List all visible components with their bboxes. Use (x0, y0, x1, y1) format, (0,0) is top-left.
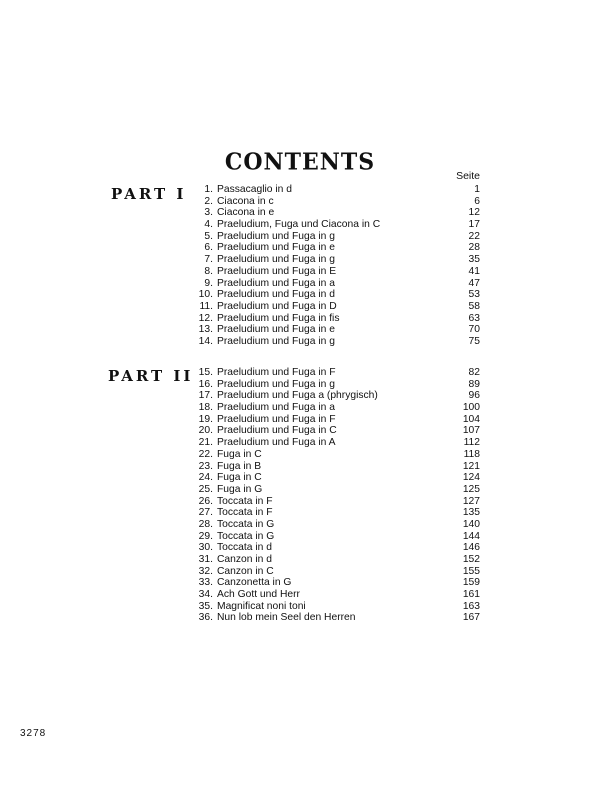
contents-entry (197, 301, 480, 313)
contents-entry (197, 472, 480, 484)
entry-title: Toccata in G (217, 518, 275, 530)
entry-title: Ach Gott und Herr (217, 589, 300, 601)
entry-title: Ciacona in c (217, 195, 274, 207)
entry-title: Praeludium und Fuga in g (217, 335, 335, 347)
entry-number: 28. (198, 518, 213, 530)
entry-title: Nun lob mein Seel den Herren (217, 612, 356, 624)
entry-number: 8. (204, 265, 213, 277)
entry-number: 25. (198, 483, 213, 495)
entry-title: Praeludium und Fuga in g (217, 230, 335, 242)
entry-page-number: 63 (468, 312, 480, 324)
entry-number: 15. (198, 367, 213, 378)
entry-title: Ciacona in e (217, 207, 275, 219)
entry-number: 1. (204, 184, 213, 195)
entry-page-number: 28 (468, 242, 480, 254)
contents-entry (197, 531, 480, 543)
entry-page-number: 22 (468, 230, 480, 242)
entry-title: Canzon in C (217, 565, 274, 577)
entry-number: 5. (204, 230, 213, 242)
entry-number: 35. (198, 600, 213, 612)
entry-title: Praeludium und Fuga in a (217, 277, 335, 289)
entry-title: Fuga in C (217, 448, 262, 460)
contents-entry (197, 207, 480, 219)
entry-number: 2. (204, 195, 213, 207)
entry-title: Praeludium und Fuga in g (217, 378, 335, 390)
entry-number: 11. (199, 300, 213, 312)
entry-title: Toccata in d (217, 542, 272, 554)
entry-title: Praeludium und Fuga in D (217, 300, 337, 312)
part-two-label: PART II (108, 367, 194, 385)
entry-page-number: 100 (462, 402, 480, 414)
entry-page-number: 163 (462, 600, 480, 612)
contents-entry (197, 496, 480, 508)
contents-entry (197, 231, 480, 243)
page-column-header: Seite (456, 170, 480, 182)
entry-title: Magnificat noni toni (217, 600, 306, 612)
contents-entry (197, 577, 480, 589)
entry-page-number: 127 (462, 495, 480, 507)
entry-title: Praeludium und Fuga in A (217, 437, 336, 449)
contents-entry (197, 336, 480, 348)
entry-title: Praeludium und Fuga in E (217, 265, 337, 277)
page-title: CONTENTS (224, 148, 376, 176)
entry-page-number: 107 (462, 425, 480, 437)
entry-number: 19. (198, 413, 213, 425)
entry-page-number: 167 (462, 612, 480, 624)
contents-entry (197, 589, 480, 601)
entry-title: Praeludium, Fuga und Ciacona in C (217, 219, 381, 231)
entry-number: 12. (198, 312, 213, 324)
entry-page-number: 140 (462, 518, 480, 530)
entry-number: 3. (204, 207, 213, 219)
entry-number: 16. (198, 378, 213, 390)
entry-number: 32. (198, 565, 213, 577)
entry-title: Fuga in G (217, 483, 263, 495)
entry-page-number: 35 (468, 254, 480, 266)
entry-number: 17. (198, 390, 213, 402)
entry-title: Canzonetta in G (217, 577, 292, 589)
contents-entry (197, 519, 480, 531)
contents-entry (197, 425, 480, 437)
contents-entry (197, 542, 480, 554)
entry-number: 23. (198, 460, 213, 472)
contents-entry (197, 554, 480, 566)
entry-title: Toccata in F (217, 507, 273, 519)
entry-number: 18. (198, 402, 213, 414)
entry-number: 29. (198, 530, 213, 542)
entry-number: 24. (198, 472, 213, 484)
entry-number: 22. (198, 448, 213, 460)
entry-page-number: 135 (462, 507, 480, 519)
entry-page-number: 17 (468, 219, 480, 231)
contents-entry (197, 184, 480, 196)
entry-number: 14. (198, 335, 213, 347)
entry-number: 30. (198, 542, 213, 554)
entry-title: Canzon in d (217, 554, 272, 565)
entry-page-number: 75 (468, 335, 480, 347)
part-two-contents-list (197, 367, 480, 624)
contents-entry (197, 242, 480, 254)
entry-page-number: 146 (462, 542, 480, 554)
entry-title: Praeludium und Fuga in d (217, 289, 335, 301)
entry-title: Praeludium und Fuga in F (217, 413, 336, 425)
entry-title: Praeludium und Fuga in e (217, 324, 335, 336)
contents-entry (197, 612, 480, 624)
entry-number: 33. (198, 577, 213, 589)
contents-entry (197, 254, 480, 266)
entry-title: Praeludium und Fuga in e (217, 242, 335, 254)
entry-title: Praeludium und Fuga in fis (217, 312, 340, 324)
entry-title: Toccata in F (217, 495, 273, 507)
entry-page-number: 41 (468, 265, 480, 277)
entry-page-number: 82 (468, 367, 480, 378)
entry-number: 9. (204, 277, 213, 289)
entry-page-number: 159 (462, 577, 480, 589)
entry-page-number: 58 (468, 300, 480, 312)
contents-entry (197, 601, 480, 613)
entry-page-number: 70 (468, 324, 480, 336)
entry-number: 20. (198, 425, 213, 437)
contents-entry (197, 379, 480, 391)
contents-entry (197, 196, 480, 208)
contents-entry (197, 437, 480, 449)
entry-number: 27. (198, 507, 213, 519)
entry-page-number: 152 (462, 554, 480, 565)
entry-title: Praeludium und Fuga a (phrygisch) (217, 390, 378, 402)
entry-page-number: 1 (474, 184, 480, 195)
entry-page-number: 155 (462, 565, 480, 577)
entry-page-number: 121 (462, 460, 480, 472)
entry-page-number: 12 (468, 207, 480, 219)
entry-title: Passacaglio in d (217, 184, 292, 195)
contents-entry (197, 402, 480, 414)
entry-page-number: 47 (468, 277, 480, 289)
contents-entry (197, 484, 480, 496)
entry-page-number: 112 (463, 437, 480, 449)
catalog-number: 3278 (20, 728, 47, 739)
part-one-contents-list (197, 184, 480, 348)
entry-page-number: 53 (468, 289, 480, 301)
entry-number: 34. (198, 589, 213, 601)
entry-number: 6. (204, 242, 213, 254)
contents-entry (197, 289, 480, 301)
entry-number: 26. (198, 495, 213, 507)
entry-title: Praeludium und Fuga in a (217, 402, 335, 414)
entry-page-number: 104 (462, 413, 480, 425)
entry-number: 7. (204, 254, 213, 266)
entry-number: 31. (198, 554, 213, 565)
entry-title: Fuga in C (217, 472, 262, 484)
contents-entry (197, 367, 480, 379)
entry-page-number: 124 (462, 472, 480, 484)
entry-page-number: 118 (463, 448, 480, 460)
part-one-label: PART I (111, 185, 187, 203)
entry-page-number: 125 (462, 483, 480, 495)
entry-number: 4. (204, 219, 213, 231)
entry-title: Praeludium und Fuga in F (217, 367, 336, 378)
entry-page-number: 161 (462, 589, 480, 601)
contents-entry (197, 278, 480, 290)
entry-number: 36. (198, 612, 213, 624)
contents-entry (197, 566, 480, 578)
contents-entry (197, 414, 480, 426)
contents-entry (197, 507, 480, 519)
entry-number: 10. (198, 289, 213, 301)
contents-entry (197, 390, 480, 402)
contents-entry (197, 219, 480, 231)
entry-title: Praeludium und Fuga in g (217, 254, 335, 266)
contents-entry (197, 313, 480, 325)
contents-entry (197, 324, 480, 336)
contents-entry (197, 266, 480, 278)
entry-number: 13. (198, 324, 213, 336)
entry-title: Fuga in B (217, 460, 262, 472)
contents-entry (197, 461, 480, 473)
entry-page-number: 6 (474, 195, 480, 207)
entry-page-number: 96 (468, 390, 480, 402)
contents-entry (197, 449, 480, 461)
entry-page-number: 144 (462, 530, 480, 542)
entry-page-number: 89 (468, 378, 480, 390)
entry-number: 21. (198, 437, 213, 449)
entry-title: Toccata in G (217, 530, 275, 542)
entry-title: Praeludium und Fuga in C (217, 425, 337, 437)
